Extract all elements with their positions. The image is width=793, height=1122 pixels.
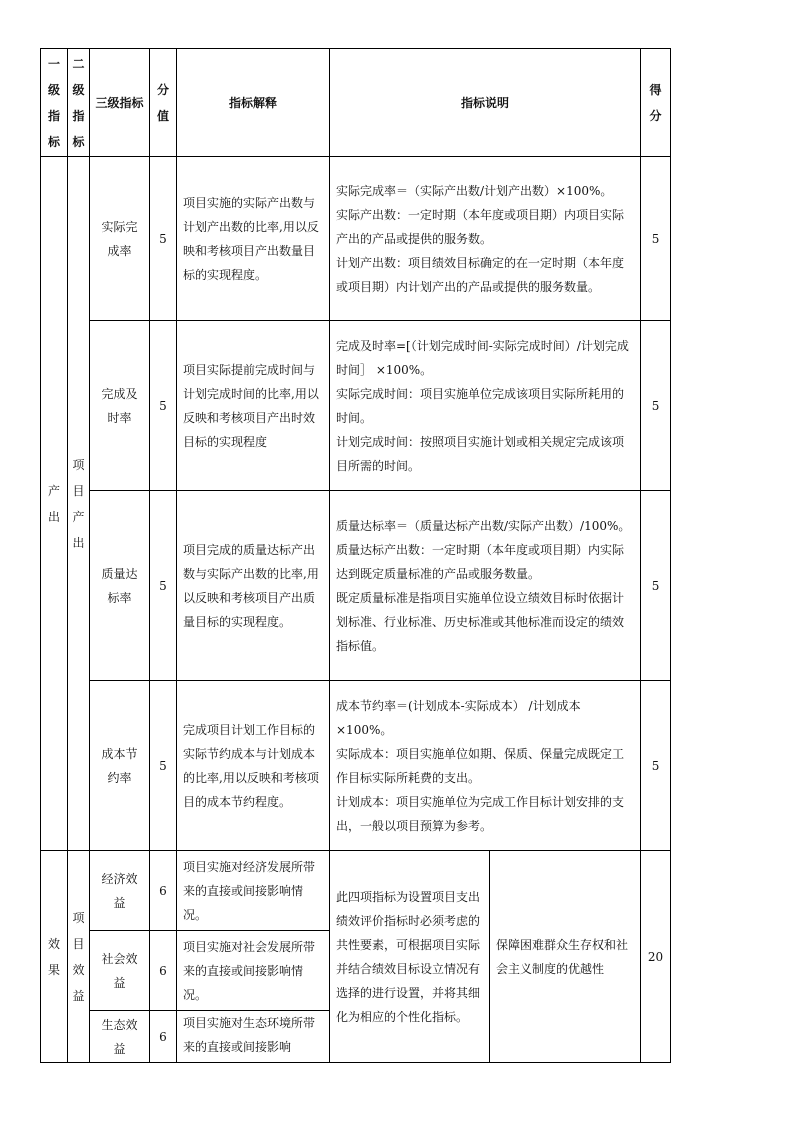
common-elements-note: 此四项指标为设置项目支出绩效评价指标时必须考虑的共性要素，可根据项目实际并结合绩效目标设立情况有选择的进行设置，并将其细化为相应的个性化指标。 [330, 851, 490, 1063]
header-note: 指标说明 [330, 49, 641, 157]
evaluation-table [40, 48, 671, 1063]
effect-level2-cell: 项 目 效 益 [68, 851, 90, 1063]
indicator-name: 经济效益 [90, 851, 150, 931]
indicator-score: 5 [641, 491, 671, 681]
indicator-explain: 项目实际提前完成时间与计划完成时间的比率,用以反映和考核项目产出时效目标的实现程度 [177, 321, 330, 491]
indicator-note: 成本节约率＝(计划成本-实际成本） /计划成本×100%。 实际成本：项目实施单位如期、保质、保量完成既定工作目标实际所耗费的支出。 计划成本：项目实施单位为完成工作目标计划安排的支出，一般以项目预算为参考。 [330, 681, 641, 851]
indicator-name: 实际完成率 [90, 157, 150, 321]
indicator-points: 5 [150, 157, 177, 321]
table-row [41, 321, 671, 491]
indicator-explain: 项目实施对经济发展所带来的直接或间接影响情况。 [177, 851, 330, 931]
indicator-score: 5 [641, 321, 671, 491]
output-level1-cell: 产 出 [41, 157, 68, 851]
effect-level1-cell: 效 果 [41, 851, 68, 1063]
indicator-points: 5 [150, 681, 177, 851]
header-points: 分 值 [150, 49, 177, 157]
header-level1: 一 级 指 标 [41, 49, 68, 157]
indicator-points: 6 [150, 851, 177, 931]
indicator-score: 5 [641, 157, 671, 321]
header-score: 得 分 [641, 49, 671, 157]
indicator-note: 质量达标率＝（质量达标产出数/实际产出数）/100%。 质量达标产出数：一定时期（本年度或项目期）内实际达到既定质量标准的产品或服务数量。 既定质量标准是指项目实施单位设立绩效目标时依据计划标准、行业标准、历史标准或其他标准而设定的绩效指标值。 [330, 491, 641, 681]
indicator-note: 完成及时率=[（计划完成时间-实际完成时间）/计划完成时间］ ×100%。 实际完成时间：项目实施单位完成该项目实际所耗用的时间。 计划完成时间：按照项目实施计划或相关规定完成该项目所需的时间。 [330, 321, 641, 491]
header-level2: 二 级 指 标 [68, 49, 90, 157]
indicator-name: 成本节约率 [90, 681, 150, 851]
indicator-explain: 项目实施对社会发展所带来的直接或间接影响情况。 [177, 931, 330, 1011]
purpose-note: 保障困难群众生存权和社会主义制度的优越性 [490, 851, 641, 1063]
indicator-score: 5 [641, 681, 671, 851]
indicator-name: 社会效益 [90, 931, 150, 1011]
output-level2-cell: 项 目 产 出 [68, 157, 90, 851]
header-level3: 三级指标 [90, 49, 150, 157]
indicator-explain: 项目实施的实际产出数与计划产出数的比率,用以反映和考核项目产出数量目标的实现程度。 [177, 157, 330, 321]
indicator-explain: 项目完成的质量达标产出数与实际产出数的比率,用以反映和考核项目产出质量目标的实现程度。 [177, 491, 330, 681]
table-row [41, 491, 671, 681]
table-row [41, 157, 671, 321]
indicator-name: 生态效益 [90, 1011, 150, 1063]
indicator-points: 6 [150, 931, 177, 1011]
indicator-name: 质量达标率 [90, 491, 150, 681]
indicator-name: 完成及时率 [90, 321, 150, 491]
header-row [41, 49, 671, 157]
table-row [41, 681, 671, 851]
indicator-note: 实际完成率＝（实际产出数/计划产出数）×100%。 实际产出数：一定时期（本年度或项目期）内项目实际产出的产品或提供的服务数。 计划产出数：项目绩效目标确定的在一定时期（本年度或项目期）内计划产出的产品或提供的服务数量。 [330, 157, 641, 321]
indicator-points: 5 [150, 491, 177, 681]
effect-score: 20 [641, 851, 671, 1063]
header-explain: 指标解释 [177, 49, 330, 157]
indicator-explain: 项目实施对生态环境所带来的直接或间接影响 [177, 1011, 330, 1063]
indicator-points: 5 [150, 321, 177, 491]
table-row [41, 851, 671, 931]
indicator-explain: 完成项目计划工作目标的实际节约成本与计划成本的比率,用以反映和考核项目的成本节约程度。 [177, 681, 330, 851]
indicator-points: 6 [150, 1011, 177, 1063]
